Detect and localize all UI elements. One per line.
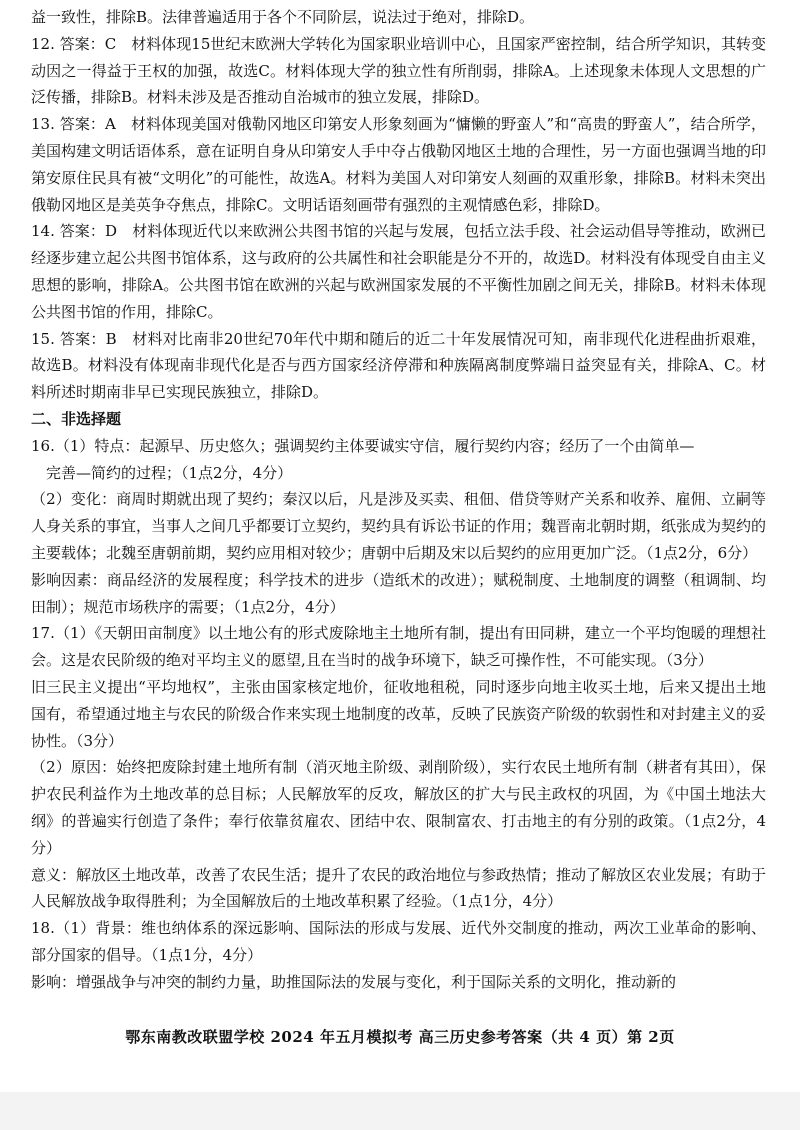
answer-14: 14. 答案：D 材料体现近代以来欧洲公共图书馆的兴起与发展，包括立法手段、社会运动倡导等推动，欧洲已经逐步建立起公共图书馆体系，这与政府的公共属性和社会职能是分不开的，故选D。材料没有体现受自由主义思想的影响，排除A。公共图书馆在欧洲的兴起与欧洲国家发展的不平衡性加剧之间无关，排除B。材料未体现公共图书馆的作用，排除C。 [31,222,766,321]
section-heading: 二、非选择题 [31,409,122,428]
answer-17-part2: （2）原因：始终把废除封建土地所有制（消灭地主阶级、剥削阶级），实行农民土地所有制（耕者有其田），保护农民利益作为土地改革的总目标；人民解放军的反攻，解放区的扩大与民主政权的巩固，为《中国土地法大纲》的普遍实行创造了条件；奉行依靠贫雇农、团结中农、限制富农、打击地主的有分别的政策。（1点2分，4分） [31,758,766,857]
answer-17-part1: 17.（1）《天朝田亩制度》以土地公有的形式废除地主土地所有制，提出有田同耕，建立一个平均饱暖的理想社会。这是农民阶级的绝对平均主义的愿望,且在当时的战争环境下，缺乏可操作性，不可能实现。（3分） [31,624,766,670]
text-line-0: 益一致性，排除B。法律普遍适用于各个不同阶层，说法过于绝对，排除D。 [31,8,535,26]
answer-17-part1-b: 旧三民主义提出“平均地权”，主张由国家核定地价，征收地租税，同时逐步向地主收买土地，后来又提出土地国有，希望通过地主与农民的阶级合作来实现土地制度的改革，反映了民族资产阶级的软弱性和对封建主义的妥协性。（3分） [31,677,767,750]
answer-18-part1: 18.（1）背景：维也纳体系的深远影响、国际法的形成与发展、近代外交制度的推动，两次工业革命的影响、部分国家的倡导。（1点1分，4分） [31,919,766,964]
answer-16-part1: 16.（1）特点：起源早、历史悠久；强调契约主体要诚实守信，履行契约内容；经历了一个由简单— [31,436,695,455]
answer-16-part2: （2）变化：商周时期就出现了契约；秦汉以后，凡是涉及买卖、租佃、借贷等财产关系和收养、雇佣、立嗣等人身关系的事宜，当事人之间几乎都要订立契约，契约具有诉讼书证的作用；魏晋南北朝时期，纸张成为契约的主要载体；北魏至唐朝前期，契约应用相对较少；唐朝中后期及宋以后契约的应用更加广泛。（1点2分，6分） [31,490,767,562]
answer-18-impact: 影响：增强战争与冲突的制约力量，助推国际法的发展与变化，利于国际关系的文明化，推动新的 [31,972,677,991]
page-footer: 鄂东南教改联盟学校 2024 年五月模拟考 高三历史参考答案（共 4 页）第 2页 [125,1028,675,1046]
answer-16-part1-cont: 完善—简约的过程；（1点2分，4分） [46,463,293,482]
answer-17-significance: 意义：解放区土地改革，改善了农民生活；提升了农民的政治地位与参政热情；推动了解放区农业发展；有助于人民解放战争取得胜利；为全国解放后的土地改革积累了经验。（1点1分，4分） [31,865,767,911]
bottom-strip [0,1092,800,1130]
answer-13: 13. 答案：A 材料体现美国对俄勒冈地区印第安人形象刻画为“慵懒的野蛮人”和“高贵的野蛮人”，结合所学，美国构建文明话语体系，意在证明自身从印第安人手中夺占俄勒冈地区土地的合理性，另一方面也强调当地的印第安原住民具有被“文明化”的可能性，故选A。材料为美国人对印第安人刻画的双重形象，排除B。材料未突出俄勒冈地区是美英争夺焦点，排除C。文明话语刻画带有强烈的主观情感色彩，排除D。 [31,115,767,214]
answer-16-factors: 影响因素：商品经济的发展程度；科学技术的进步（造纸术的改进）；赋税制度、土地制度的调整（租调制、均田制）；规范市场秩序的需要；（1点2分，4分） [31,570,766,616]
answer-12: 12. 答案：C 材料体现15世纪末欧洲大学转化为国家职业培训中心，且国家严密控制，结合所学知识，其转变动因之一得益于王权的加强，故选C。材料体现大学的独立性有所削弱，排除A。上述现象未体现人文思想的广泛传播，排除B。材料未涉及是否推动自治城市的独立发展，排除D。 [31,34,766,107]
answer-15: 15. 答案：B 材料对比南非20世纪70年代中期和随后的近二十年发展情况可知，南非现代化进程曲折艰难，故选B。材料没有体现南非现代化是否与西方国家经济停滞和种族隔离制度弊端日益突显有关，排除A、C。材料所述时期南非早已实现民族独立，排除D。 [31,329,766,402]
